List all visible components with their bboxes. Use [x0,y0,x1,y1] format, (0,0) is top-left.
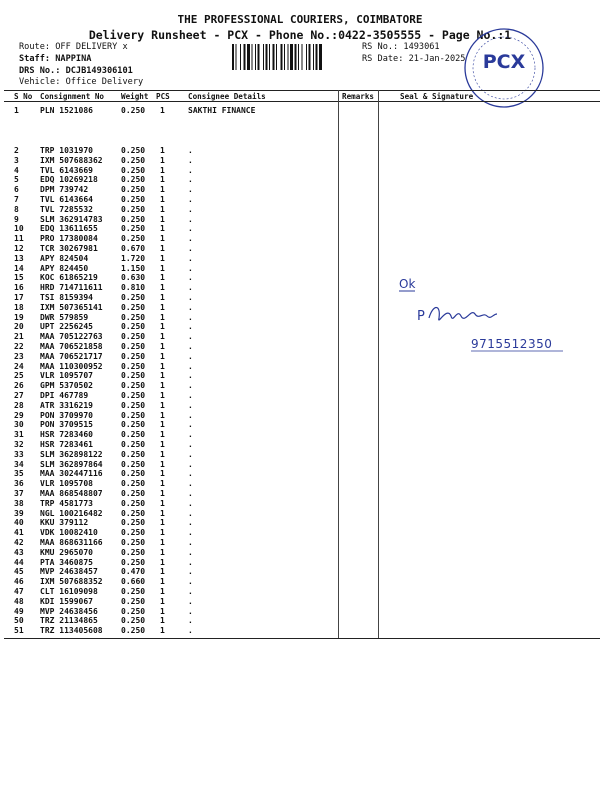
row-sno: 28 [14,400,24,410]
row-sno: 51 [14,626,24,636]
row-consignee: . [188,606,193,616]
row-pcs: 1 [160,293,165,302]
row-consignee: . [188,577,193,587]
handwritten-phone: 9715512350 [471,337,553,351]
row-sno: 42 [14,538,24,547]
row-pcs: 1 [160,165,165,175]
row-consignment: TRZ 21134865 [40,616,98,626]
row-consignee: . [188,332,193,342]
row-weight: 0.250 [121,224,146,234]
row-sno: 29 [14,410,24,420]
row-weight: 0.250 [121,175,146,185]
row-weight: 0.810 [121,283,146,293]
row-consignment: SLM 362897864 [40,459,103,469]
row-consignee: SAKTHI FINANCE [188,106,256,115]
row-pcs: 1 [160,302,165,312]
row-consignment: MAA 705122763 [40,332,103,342]
row-weight: 0.250 [121,459,146,469]
row-consignment: IXM 507688352 [40,577,103,587]
row-consignment: SLM 362914783 [40,214,103,224]
row-pcs: 1 [160,449,165,459]
runsheet-subtitle: Delivery Runsheet - PCX - Phone No.:0422-3505555 - Page No.:1 [88,28,512,42]
row-sno: 7 [14,195,19,204]
row-consignee: . [188,312,193,322]
row-weight: 0.250 [121,420,146,430]
row-sno: 5 [14,175,19,185]
row-pcs: 1 [160,204,165,214]
row-sno: 12 [14,244,24,253]
row-pcs: 1 [160,430,165,440]
row-weight: 0.250 [121,596,146,606]
row-weight: 0.630 [121,273,146,283]
handwritten-notes [395,270,575,360]
row-consignment: KOC 61865219 [40,273,98,283]
row-consignment: TVL 6143664 [40,195,93,204]
row-consignment: TVL 6143669 [40,165,93,175]
handwritten-signature-initial: P [417,309,425,324]
row-sno: 30 [14,420,24,430]
row-weight: 0.250 [121,449,146,459]
row-pcs: 1 [160,518,165,528]
row-weight: 0.470 [121,567,146,577]
row-sno: 36 [14,479,24,489]
row-consignment: TCR 30267981 [40,244,98,253]
row-consignee: . [188,459,193,469]
row-consignment: CLT 16109098 [40,587,98,596]
vehicle-label: Vehicle: Office Delivery [19,77,144,87]
row-weight: 0.250 [121,508,146,518]
row-consignee: . [188,479,193,489]
row-weight: 1.150 [121,263,146,273]
row-consignee: . [188,351,193,361]
row-pcs: 1 [160,498,165,508]
drs-number: DRS No.: DCJB149306101 [19,66,133,76]
row-consignment: PRO 17380084 [40,234,98,244]
row-pcs: 1 [160,371,165,381]
row-consignee: . [188,371,193,381]
row-consignee: . [188,440,193,449]
row-sno: 31 [14,430,24,440]
column-header-pcs: PCS [156,92,170,101]
row-consignee: . [188,528,193,538]
row-consignment: UPT 2256245 [40,322,93,332]
row-pcs: 1 [160,538,165,547]
row-consignee: . [188,626,193,636]
row-pcs: 1 [160,479,165,489]
staff-label: Staff: NAPPINA [19,54,92,64]
row-sno: 34 [14,459,24,469]
column-header-seal-signature: Seal & Signature [400,92,474,101]
row-weight: 0.250 [121,146,146,155]
handwritten-remark: Ok [399,277,416,291]
row-consignee: . [188,224,193,234]
row-weight: 0.250 [121,361,146,371]
row-consignment: DPI 467789 [40,391,89,400]
row-consignment: APY 824504 [40,253,89,263]
row-pcs: 1 [160,508,165,518]
row-weight: 0.250 [121,165,146,175]
row-consignee: . [188,616,193,626]
row-weight: 0.250 [121,195,146,204]
row-pcs: 1 [160,381,165,391]
row-sno: 19 [14,312,24,322]
row-consignment: KMU 2965070 [40,547,93,557]
row-consignee: . [188,489,193,498]
row-consignment: PLN 1521086 [40,106,93,115]
row-sno: 39 [14,508,24,518]
row-consignment: PON 3709970 [40,410,93,420]
row-pcs: 1 [160,273,165,283]
row-consignment: TSI 8159394 [40,293,93,302]
row-weight: 0.250 [121,547,146,557]
row-consignee: . [188,185,193,195]
row-pcs: 1 [160,469,165,479]
row-consignment: PON 3709515 [40,420,93,430]
row-consignee: . [188,361,193,371]
row-sno: 33 [14,449,24,459]
row-consignment: TVL 7285532 [40,204,93,214]
row-sno: 14 [14,263,24,273]
table-top-rule [4,90,600,91]
row-weight: 0.250 [121,234,146,244]
row-consignment: SLM 362898122 [40,449,103,459]
row-consignee: . [188,557,193,567]
row-sno: 38 [14,498,24,508]
row-consignee: . [188,430,193,440]
barcode-image [232,44,356,70]
rs-date: RS Date: 21-Jan-2025 [362,54,466,64]
row-consignment: GPM 5370502 [40,381,93,391]
row-pcs: 1 [160,244,165,253]
row-pcs: 1 [160,175,165,185]
row-sno: 50 [14,616,24,626]
row-weight: 0.250 [121,322,146,332]
row-weight: 0.250 [121,155,146,165]
row-consignment: HSR 7283461 [40,440,93,449]
row-sno: 43 [14,547,24,557]
row-sno: 13 [14,253,24,263]
row-pcs: 1 [160,214,165,224]
row-pcs: 1 [160,263,165,273]
row-consignee: . [188,322,193,332]
row-pcs: 1 [160,351,165,361]
row-consignee: . [188,155,193,165]
row-consignee: . [188,195,193,204]
row-pcs: 1 [160,489,165,498]
row-weight: 0.250 [121,626,146,636]
row-sno: 3 [14,155,19,165]
row-consignment: MVP 24638457 [40,567,98,577]
row-consignment: TRZ 113405608 [40,626,103,636]
row-weight: 0.250 [121,391,146,400]
row-weight: 0.250 [121,214,146,224]
row-weight: 0.250 [121,538,146,547]
row-sno: 23 [14,351,24,361]
row-consignee: . [188,391,193,400]
row-sno: 48 [14,596,24,606]
row-pcs: 1 [160,577,165,587]
row-weight: 0.670 [121,244,146,253]
row-weight: 0.250 [121,106,146,115]
row-pcs: 1 [160,283,165,293]
row-consignee: . [188,146,193,155]
row-weight: 0.250 [121,469,146,479]
rs-number: RS No.: 1493061 [362,42,440,52]
row-consignment: DWR 579859 [40,312,89,322]
row-consignee: . [188,449,193,459]
row-consignment: VDK 10082410 [40,528,98,538]
row-consignee: . [188,469,193,479]
row-consignment: MAA 868631166 [40,538,103,547]
row-pcs: 1 [160,557,165,567]
row-weight: 0.250 [121,430,146,440]
column-header-remarks: Remarks [342,92,375,101]
row-weight: 0.660 [121,577,146,587]
company-title: THE PROFESSIONAL COURIERS, COIMBATORE [177,13,423,26]
row-sno: 32 [14,440,24,449]
row-pcs: 1 [160,567,165,577]
row-sno: 16 [14,283,24,293]
row-pcs: 1 [160,528,165,538]
row-pcs: 1 [160,459,165,469]
row-pcs: 1 [160,410,165,420]
remarks-column-rule [338,90,339,638]
row-sno: 15 [14,273,24,283]
stamp-text: PCX [482,51,526,73]
row-pcs: 1 [160,224,165,234]
column-header-weight: Weight [121,92,149,101]
row-weight: 0.250 [121,381,146,391]
pcx-stamp [462,26,546,110]
row-consignee: . [188,165,193,175]
row-consignment: MAA 302447116 [40,469,103,479]
row-sno: 10 [14,224,24,234]
row-consignee: . [188,244,193,253]
row-sno: 2 [14,146,19,155]
row-consignee: . [188,204,193,214]
row-sno: 8 [14,204,19,214]
row-weight: 0.250 [121,342,146,351]
column-header-sno: S No [14,92,33,101]
row-consignee: . [188,420,193,430]
table-header-rule [4,101,600,102]
row-weight: 1.720 [121,253,146,263]
row-pcs: 1 [160,400,165,410]
row-pcs: 1 [160,596,165,606]
row-sno: 21 [14,332,24,342]
row-consignee: . [188,175,193,185]
row-consignee: . [188,302,193,312]
row-sno: 37 [14,489,24,498]
row-pcs: 1 [160,322,165,332]
row-pcs: 1 [160,106,165,115]
row-consignment: KDI 1599067 [40,596,93,606]
row-pcs: 1 [160,440,165,449]
row-consignment: VLR 1095707 [40,371,93,381]
row-pcs: 1 [160,361,165,371]
row-consignee: . [188,587,193,596]
row-sno: 26 [14,381,24,391]
row-pcs: 1 [160,626,165,636]
row-consignee: . [188,538,193,547]
row-consignee: . [188,508,193,518]
row-consignment: EDQ 13611655 [40,224,98,234]
row-weight: 0.250 [121,400,146,410]
row-consignment: MAA 706521858 [40,342,103,351]
row-consignee: . [188,342,193,351]
row-consignee: . [188,498,193,508]
row-consignee: . [188,273,193,283]
route-label: Route: OFF DELIVERY x [19,42,128,52]
row-sno: 11 [14,234,24,244]
row-consignment: VLR 1095708 [40,479,93,489]
row-sno: 18 [14,302,24,312]
row-sno: 47 [14,587,24,596]
signature-scribble-icon [429,308,497,320]
row-sno: 22 [14,342,24,351]
row-weight: 0.250 [121,302,146,312]
row-consignment: TRP 1031970 [40,146,93,155]
row-sno: 4 [14,165,19,175]
row-sno: 6 [14,185,19,195]
row-consignee: . [188,263,193,273]
row-consignee: . [188,547,193,557]
row-consignee: . [188,381,193,391]
row-weight: 0.250 [121,616,146,626]
row-pcs: 1 [160,391,165,400]
row-weight: 0.250 [121,351,146,361]
row-pcs: 1 [160,185,165,195]
row-sno: 35 [14,469,24,479]
row-weight: 0.250 [121,606,146,616]
row-consignment: ATR 3316219 [40,400,93,410]
row-weight: 0.250 [121,204,146,214]
row-consignee: . [188,400,193,410]
row-weight: 0.250 [121,557,146,567]
row-pcs: 1 [160,253,165,263]
row-consignment: TRP 4581773 [40,498,93,508]
row-consignee: . [188,293,193,302]
row-consignee: . [188,410,193,420]
row-pcs: 1 [160,420,165,430]
row-weight: 0.250 [121,528,146,538]
row-consignee: . [188,567,193,577]
row-weight: 0.250 [121,410,146,420]
row-weight: 0.250 [121,332,146,342]
row-consignee: . [188,234,193,244]
row-consignment: MAA 110300952 [40,361,103,371]
row-consignment: MAA 706521717 [40,351,103,361]
row-pcs: 1 [160,312,165,322]
row-weight: 0.250 [121,518,146,528]
row-consignment: EDQ 10269218 [40,175,98,185]
row-weight: 0.250 [121,293,146,302]
row-weight: 0.250 [121,479,146,489]
row-sno: 45 [14,567,24,577]
row-pcs: 1 [160,332,165,342]
signature-column-rule [378,90,379,638]
row-weight: 0.250 [121,312,146,322]
row-sno: 49 [14,606,24,616]
row-sno: 27 [14,391,24,400]
row-sno: 9 [14,214,19,224]
row-pcs: 1 [160,234,165,244]
row-weight: 0.250 [121,185,146,195]
row-pcs: 1 [160,616,165,626]
row-consignment: NGL 100216482 [40,508,103,518]
row-sno: 41 [14,528,24,538]
row-consignment: APY 824450 [40,263,89,273]
row-pcs: 1 [160,547,165,557]
row-consignee: . [188,596,193,606]
row-consignment: IXM 507365141 [40,302,103,312]
row-sno: 24 [14,361,24,371]
row-consignee: . [188,253,193,263]
row-sno: 25 [14,371,24,381]
row-weight: 0.250 [121,587,146,596]
row-consignment: MAA 868548807 [40,489,103,498]
row-pcs: 1 [160,155,165,165]
row-pcs: 1 [160,146,165,155]
column-header-consignee: Consignee Details [188,92,266,101]
row-consignment: DPM 739742 [40,185,89,195]
row-sno: 17 [14,293,24,302]
row-weight: 0.250 [121,489,146,498]
column-header-consignment: Consignment No [40,92,105,101]
row-consignment: HRD 714711611 [40,283,103,293]
row-sno: 44 [14,557,24,567]
row-consignee: . [188,214,193,224]
row-weight: 0.250 [121,440,146,449]
row-sno: 20 [14,322,24,332]
row-sno: 1 [14,106,19,115]
row-consignment: MVP 24638456 [40,606,98,616]
row-sno: 40 [14,518,24,528]
row-consignee: . [188,283,193,293]
row-consignment: PTA 3460875 [40,557,93,567]
row-pcs: 1 [160,195,165,204]
row-pcs: 1 [160,587,165,596]
row-pcs: 1 [160,342,165,351]
row-weight: 0.250 [121,498,146,508]
table-bottom-rule [4,638,600,639]
row-consignee: . [188,518,193,528]
row-weight: 0.250 [121,371,146,381]
row-sno: 46 [14,577,24,587]
row-consignment: HSR 7283460 [40,430,93,440]
row-consignment: IXM 507688362 [40,155,103,165]
row-consignment: KKU 379112 [40,518,89,528]
row-pcs: 1 [160,606,165,616]
